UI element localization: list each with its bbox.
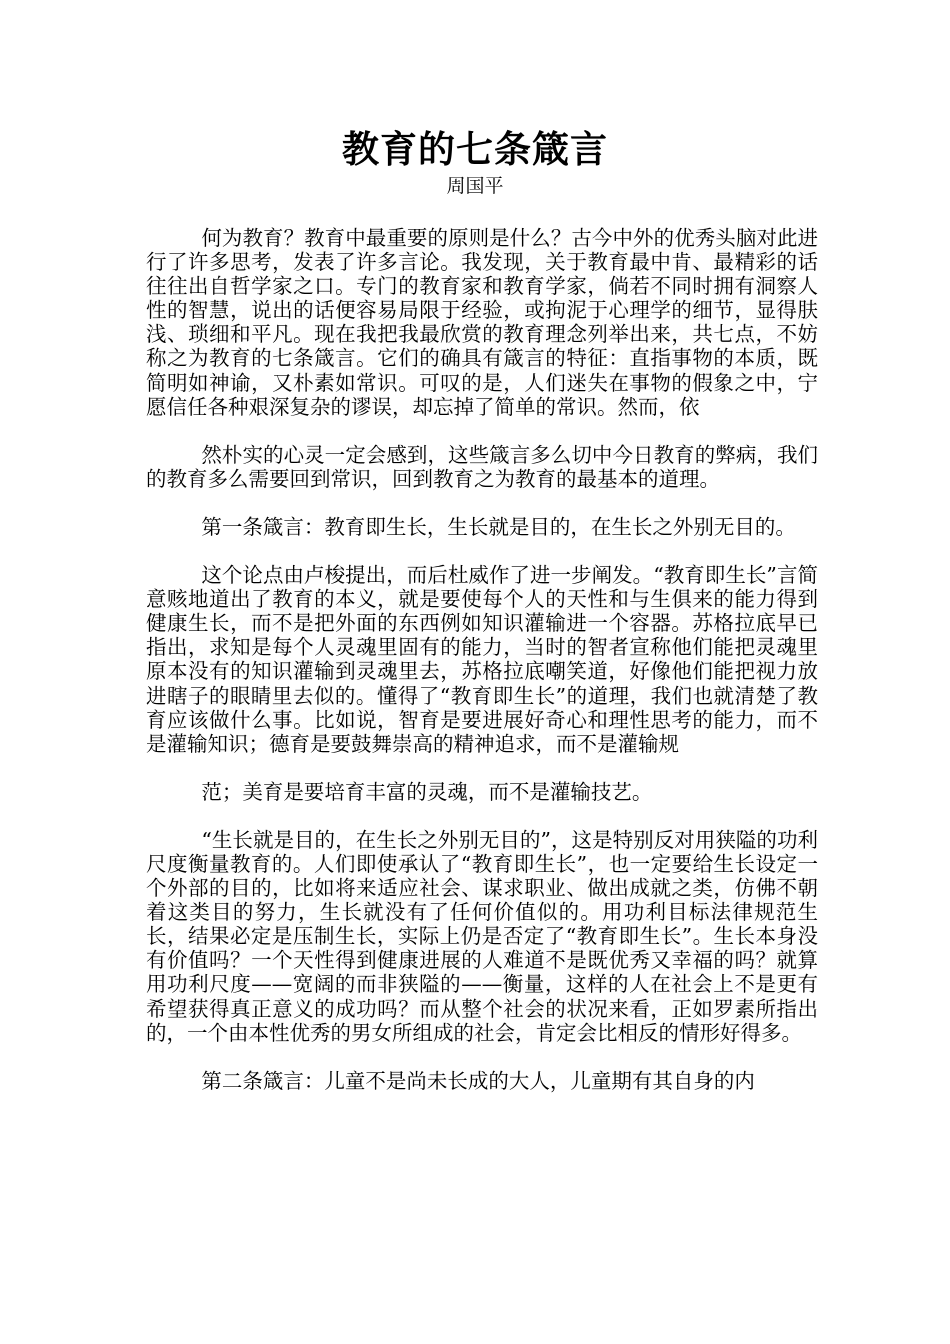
- document-title: 教育的七条箴言: [342, 128, 608, 171]
- paragraph: 第一条箴言：教育即生长，生长就是目的，在生长之外别无目的。: [201, 514, 796, 539]
- document-body: [146, 226, 818, 1117]
- paragraph: “生长就是目的，在生长之外别无目的”，这是特别反对用狭隘的功利尺度衡量教育的。人们即使承认了“教育即生长”，也一定要给生长设定一个外部的目的，比如将来适应社会、谋求职业、做出成就之类，仿佛不朝着这类目的努力，生长就没有了任何价值似的。用功利目标法律规范生长，结果必定是压制生长，实际上仍是否定了“教育即生长”。生长本身没有价值吗？一个天性得到健康进展的人难道不是既优秀又幸福的吗？就算用功利尺度——宽阔的而非狭隘的——衡量，这样的人在社会上不是更有希望获得真正意义的成功吗？而从整个社会的状况来看，正如罗素所指出的，一个由本性优秀的男女所组成的社会，肯定会比相反的情形好得多。: [146, 827, 818, 1045]
- paragraph: 这个论点由卢梭提出，而后杜威作了进一步阐发。“教育即生长”言简意赅地道出了教育的本义，就是要使每个人的天性和与生俱来的能力得到健康生长，而不是把外面的东西例如知识灌输进一个容器。苏格拉底早已指出，求知是每个人灵魂里固有的能力，当时的智者宣称他们能把灵魂里原本没有的知识灌输到灵魂里去，苏格拉底嘲笑道，好像他们能把视力放进瞎子的眼睛里去似的。懂得了“教育即生长”的道理，我们也就清楚了教育应该做什么事。比如说，智育是要进展好奇心和理性思考的能力，而不是灌输知识；德育是要鼓舞崇高的精神追求，而不是灌输规: [146, 563, 818, 756]
- paragraph: 何为教育？教育中最重要的原则是什么？古今中外的优秀头脑对此进行了许多思考，发表了许多言论。我发现，关于教育最中肯、最精彩的话往往出自哲学家之口。专门的教育家和教育学家，倘若不同时拥有洞察人性的智慧，说出的话便容易局限于经验，或拘泥于心理学的细节，显得肤浅、琐细和平凡。现在我把我最欣赏的教育理念列举出来，共七点，不妨称之为教育的七条箴言。它们的确具有箴言的特征：直指事物的本质，既简明如神谕，又朴素如常识。可叹的是，人们迷失在事物的假象之中，宁愿信任各种艰深复杂的谬误，却忘掉了简单的常识。然而，依: [146, 226, 818, 419]
- paragraph: 然朴实的心灵一定会感到，这些箴言多么切中今日教育的弊病，我们的教育多么需要回到常识，回到教育之为教育的最基本的道理。: [146, 442, 818, 491]
- author-name: 周国平: [446, 175, 504, 197]
- paragraph: 范；美育是要培育丰富的灵魂，而不是灌输技艺。: [201, 779, 653, 804]
- paragraph: 第二条箴言：儿童不是尚未长成的大人，儿童期有其自身的内: [201, 1068, 755, 1093]
